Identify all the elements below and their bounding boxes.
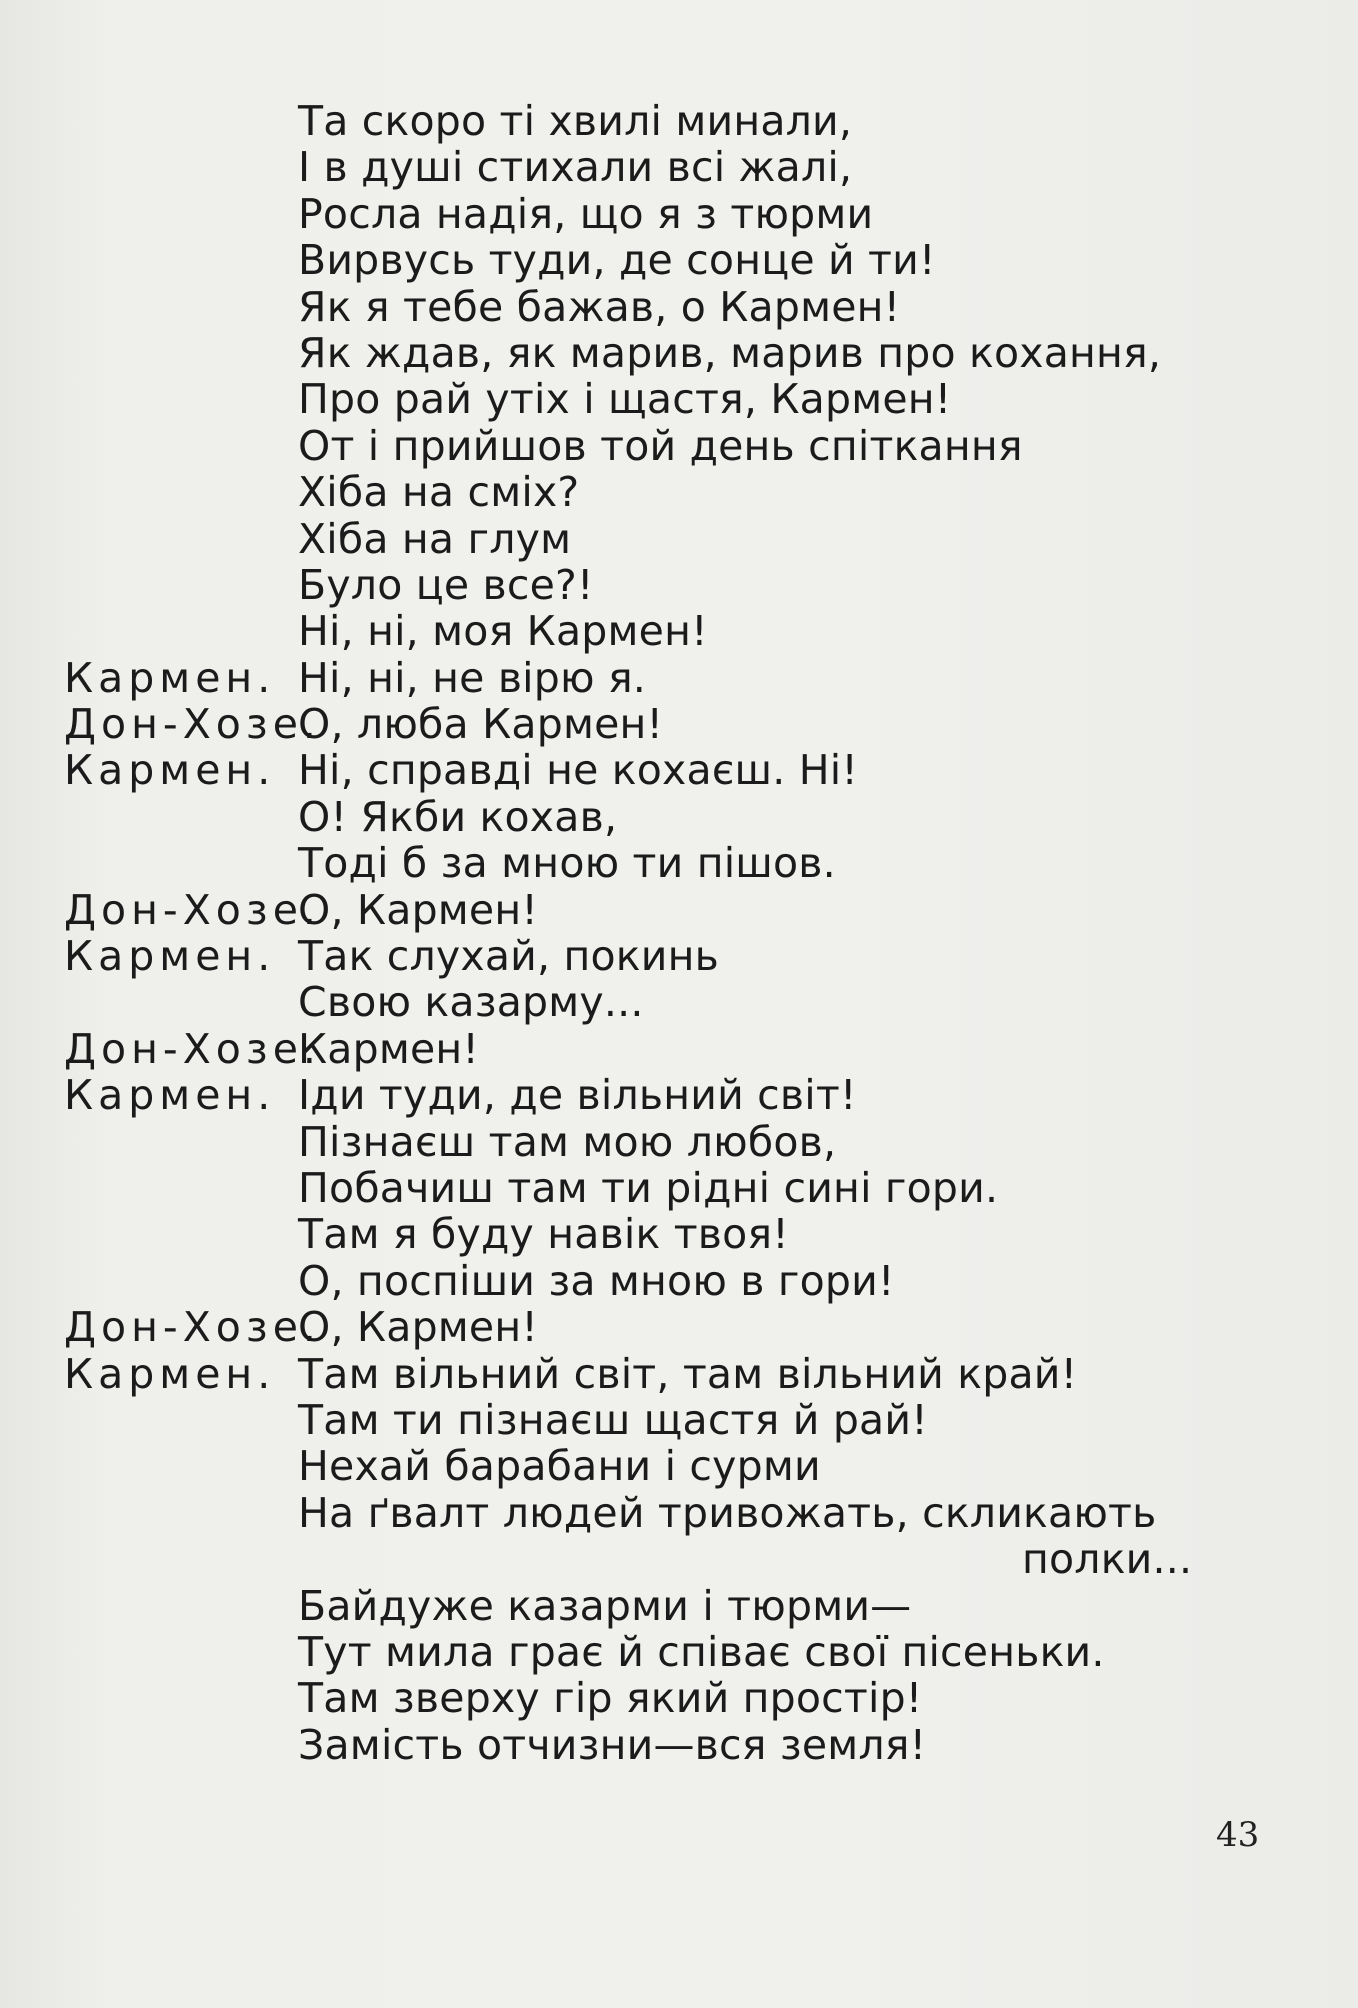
text-line (0, 1397, 1358, 1443)
text-line (0, 1211, 1358, 1257)
libretto-text (0, 98, 1358, 1768)
text-line (0, 1443, 1358, 1489)
verse-text: О, Кармен! (298, 1303, 538, 1352)
verse-text: І в душі стихали всі жалі, (298, 143, 853, 192)
text-line (0, 516, 1358, 562)
speaker-name: Дон-Хозе. (64, 885, 321, 934)
speaker-name: Кармен. (64, 932, 276, 981)
text-line (0, 1119, 1358, 1165)
text-line (0, 887, 1358, 933)
verse-text: Та скоро ті хвилі минали, (298, 97, 853, 145)
verse-text: Байдуже казарми і тюрми— (298, 1581, 912, 1630)
text-line (0, 979, 1358, 1025)
text-line (0, 1490, 1358, 1536)
text-line (0, 1351, 1358, 1397)
verse-text: Про рай утіх і щастя, Кармен! (298, 375, 952, 424)
speaker-name: Кармен. (64, 1071, 276, 1120)
verse-text: От і прийшов той день спіткання (298, 421, 1023, 470)
text-line (0, 191, 1358, 237)
text-line (0, 840, 1358, 886)
text-line (0, 237, 1358, 283)
verse-text: О! Якби кохав, (298, 792, 618, 841)
text-line (0, 1583, 1358, 1629)
text-line (0, 98, 1358, 144)
speaker-name: Дон-Хозе. (64, 1024, 321, 1073)
text-line (0, 1165, 1358, 1211)
verse-text: Так слухай, покинь (298, 932, 719, 981)
verse-text: Пізнаєш там мою любов, (298, 1117, 837, 1166)
verse-text: Ні, справді не кохаєш. Ні! (298, 746, 858, 795)
verse-text: Ні, ні, не вірю я. (298, 653, 647, 702)
verse-text: Як я тебе бажав, о Кармен! (298, 282, 901, 331)
verse-text: Там зверху гір який простір! (298, 1674, 923, 1723)
verse-text: На ґвалт людей тривожать, скликають (298, 1488, 1157, 1537)
verse-text: Тоді б за мною ти пішов. (298, 839, 836, 888)
verse-text: О, поспіши за мною в гори! (298, 1256, 895, 1305)
verse-text: Хіба на сміх? (298, 468, 580, 517)
text-line (0, 330, 1358, 376)
verse-text: Іди туди, де вільний світ! (298, 1071, 857, 1120)
text-line (0, 1072, 1358, 1118)
text-line (0, 794, 1358, 840)
text-line (0, 1722, 1358, 1768)
text-line (0, 1304, 1358, 1350)
verse-text: Як ждав, як марив, марив про кохання, (298, 328, 1162, 377)
text-line (0, 1629, 1358, 1675)
text-line (0, 655, 1358, 701)
speaker-name: Дон-Хозе. (64, 700, 321, 749)
text-line (0, 1026, 1358, 1072)
speaker-name: Дон-Хозе. (64, 1303, 321, 1352)
text-line (0, 1536, 1358, 1582)
verse-text: Хіба на глум (298, 514, 572, 563)
text-line (0, 376, 1358, 422)
verse-text: Було це все?! (298, 560, 594, 609)
text-line (0, 1258, 1358, 1304)
text-line (0, 608, 1358, 654)
text-line (0, 562, 1358, 608)
speaker-name: Кармен. (64, 653, 276, 702)
verse-text: Вирвусь туди, де сонце й ти! (298, 236, 936, 285)
verse-text: Там я буду навік твоя! (298, 1210, 789, 1259)
page-number: 43 (1216, 1815, 1260, 1855)
verse-text: Свою казарму... (298, 978, 644, 1027)
verse-text: Ні, ні, моя Кармен! (298, 607, 708, 656)
speaker-name: Кармен. (64, 1349, 276, 1398)
verse-text: Там ти пізнаєш щастя й рай! (298, 1395, 928, 1444)
text-line (0, 144, 1358, 190)
verse-text: Там вільний світ, там вільний край! (298, 1349, 1078, 1398)
speaker-name: Кармен. (64, 746, 276, 795)
text-line (0, 1675, 1358, 1721)
verse-text: Кармен! (298, 1024, 480, 1073)
verse-text: полки... (1022, 1535, 1193, 1584)
verse-text: О, Кармен! (298, 885, 538, 934)
text-line (0, 747, 1358, 793)
text-line (0, 933, 1358, 979)
text-line (0, 701, 1358, 747)
verse-text: О, люба Кармен! (298, 700, 664, 749)
verse-text: Тут мила грає й співає свої пісеньки. (298, 1627, 1105, 1676)
text-line (0, 423, 1358, 469)
verse-text: Побачиш там ти рідні сині гори. (298, 1163, 999, 1212)
verse-text: Росла надія, що я з тюрми (298, 189, 874, 238)
text-line (0, 469, 1358, 515)
verse-text: Замість отчизни—вся земля! (298, 1720, 927, 1769)
verse-text: Нехай барабани і сурми (298, 1442, 821, 1491)
text-line (0, 284, 1358, 330)
